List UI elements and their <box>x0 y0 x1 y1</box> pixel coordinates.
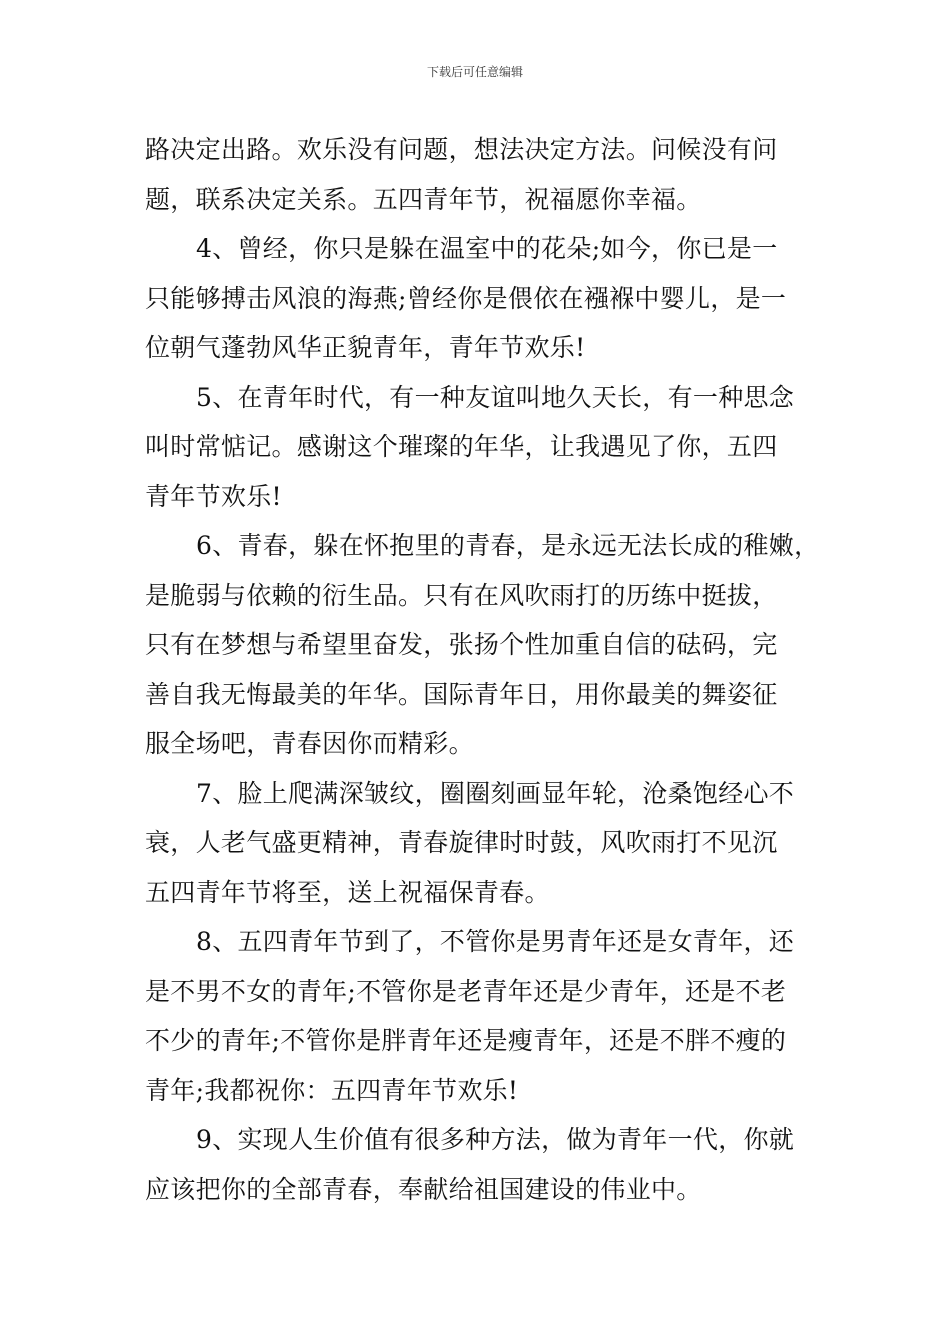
text-line: 五四青年节将至，送上祝福保青春。 <box>145 877 550 907</box>
text-line: 不少的青年;不管你是胖青年还是瘦青年，还是不胖不瘦的 <box>145 1026 787 1055</box>
text-line: 青年;我都祝你：五四青年节欢乐! <box>145 1075 519 1105</box>
paragraph-start-line: 5、在青年时代，有一种友谊叫地久天长，有一种思念 <box>196 382 795 412</box>
text-line: 善自我无悔最美的年华。国际青年日，用你最美的舞姿征 <box>145 679 778 709</box>
text-line: 叫时常惦记。感谢这个璀璨的年华，让我遇见了你，五四 <box>145 432 778 461</box>
text-line: 只能够搏击风浪的海燕;曾经你是偎依在襁褓中婴儿，是一 <box>145 283 787 313</box>
text-line: 青年节欢乐! <box>145 481 282 511</box>
page-header: 下载后可任意编辑 <box>426 65 523 79</box>
paragraph-start-line: 6、青春，躲在怀抱里的青春，是永远无法长成的稚嫩， <box>196 531 820 560</box>
text-line: 服全场吧，青春因你而精彩。 <box>145 729 474 758</box>
paragraph-start-line: 9、实现人生价值有很多种方法，做为青年一代，你就 <box>196 1125 795 1154</box>
text-line: 是脆弱与依赖的衍生品。只有在风吹雨打的历练中挺拔， <box>145 580 778 610</box>
text-line: 题，联系决定关系。五四青年节，祝福愿你幸福。 <box>145 184 702 214</box>
paragraph-start-line: 4、曾经，你只是躲在温室中的花朵;如今，你已是一 <box>196 234 778 263</box>
paragraph-start-line: 8、五四青年节到了，不管你是男青年还是女青年，还 <box>196 927 795 956</box>
text-line: 应该把你的全部青春，奉献给祖国建设的伟业中。 <box>145 1174 702 1204</box>
text-line: 位朝气蓬勃风华正貌青年，青年节欢乐! <box>145 333 586 362</box>
text-line: 只有在梦想与希望里奋发，张扬个性加重自信的砝码，完 <box>145 630 778 659</box>
document-body <box>145 125 820 1214</box>
text-line: 衰，人老气盛更精神，青春旋律时时鼓，风吹雨打不见沉 <box>145 828 778 857</box>
text-line: 路决定出路。欢乐没有问题，想法决定方法。问候没有问 <box>145 135 778 164</box>
paragraph-start-line: 7、脸上爬满深皱纹，圈圈刻画显年轮，沧桑饱经心不 <box>196 778 795 808</box>
text-line: 是不男不女的青年;不管你是老青年还是少青年，还是不老 <box>145 976 787 1006</box>
